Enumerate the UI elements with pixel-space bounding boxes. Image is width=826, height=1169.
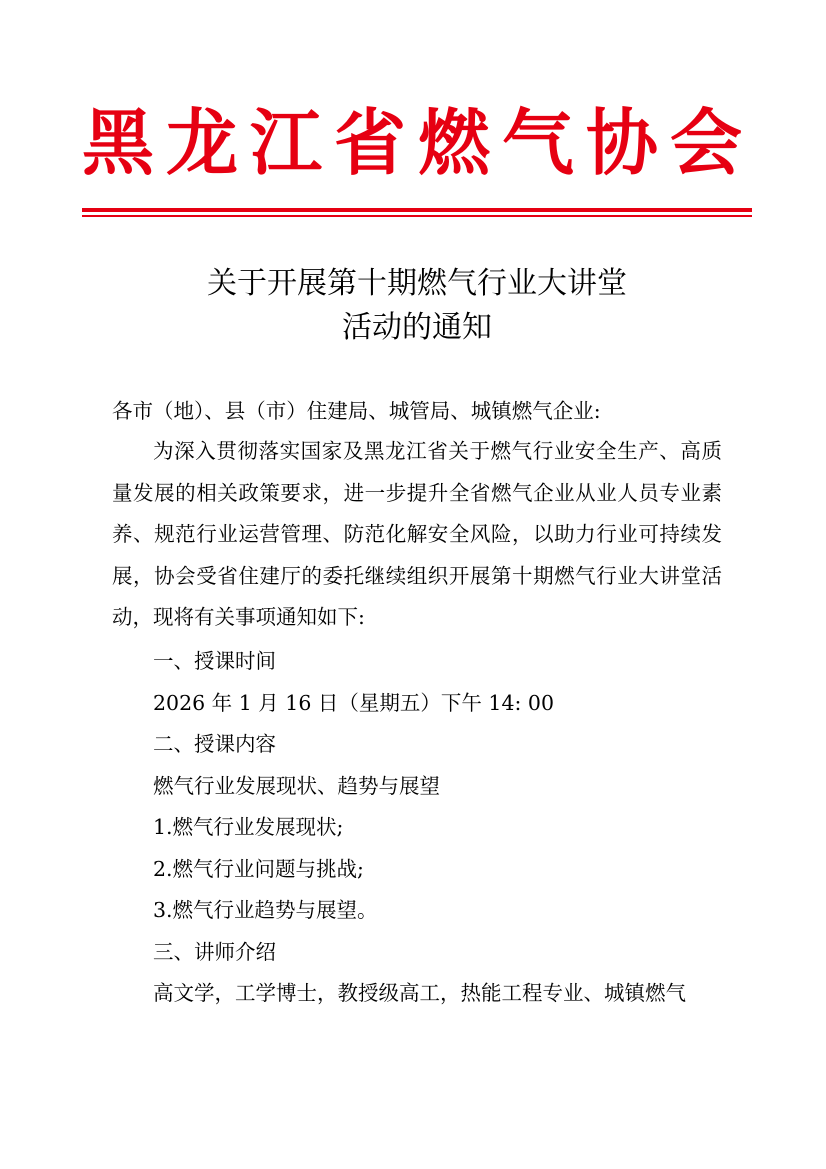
section-3-heading: 三、讲师介绍 (153, 940, 276, 964)
organization-letterhead: 黑龙江省燃气协会 (82, 101, 755, 185)
section-2-heading: 二、授课内容 (153, 732, 276, 756)
salutation: 各市（地）、县（市）住建局、城管局、城镇燃气企业: (112, 399, 601, 423)
intro-paragraph: 为深入贯彻落实国家及黑龙江省关于燃气行业安全生产、高质量发展的相关政策要求，进一步提升全省燃气企业从业人员专业素养、规范行业运营管理、防范化解安全风险，以助力行业可持续发展，协会受省住建厅的委托继续组织开展第十期燃气行业大讲堂活动，现将有关事项通知如下: (112, 439, 722, 629)
section-1-content: 2026 年 1 月 16 日（星期五）下午 14: 00 (153, 691, 554, 715)
list-item: 1.燃气行业发展现状; (153, 815, 344, 839)
document-title-line-2: 活动的通知 (342, 310, 492, 345)
list-item: 3.燃气行业趋势与展望。 (153, 898, 378, 922)
letterhead-rule-thick (82, 208, 752, 212)
section-2-topic: 燃气行业发展现状、趋势与展望 (153, 774, 440, 798)
section-3-content: 高文学，工学博士，教授级高工，热能工程专业、城镇燃气 (153, 981, 686, 1005)
list-item: 2.燃气行业问题与挑战; (153, 857, 364, 881)
document-title-line-1: 关于开展第十期燃气行业大讲堂 (207, 266, 627, 301)
section-1-heading: 一、授课时间 (153, 649, 276, 673)
letterhead-rule-thin (82, 215, 752, 217)
